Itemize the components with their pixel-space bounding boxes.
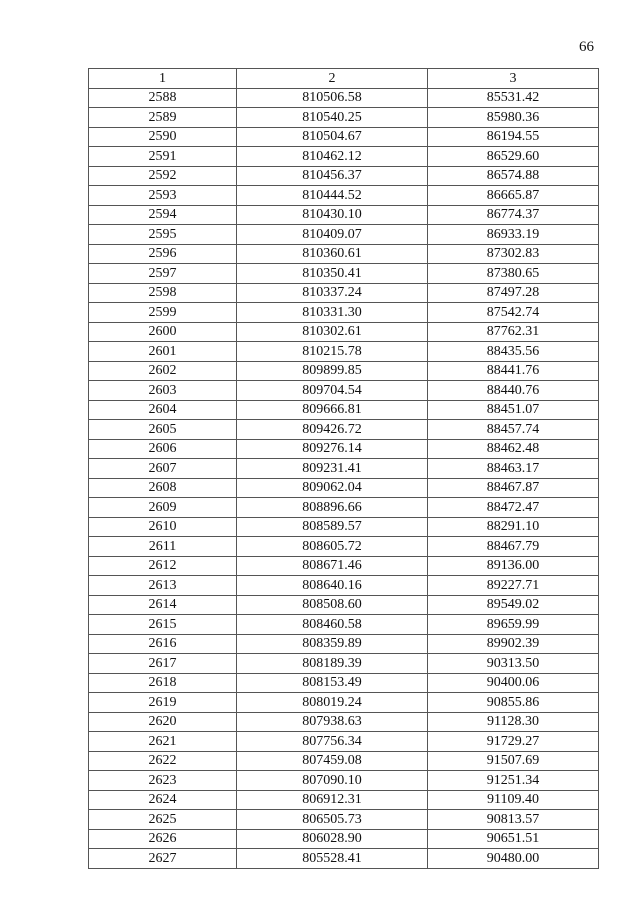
- table-row: [89, 439, 599, 459]
- cell-point-number: 2591: [89, 147, 237, 167]
- table-row: [89, 693, 599, 713]
- table-row: [89, 108, 599, 128]
- cell-point-number: 2599: [89, 303, 237, 323]
- table-row: [89, 771, 599, 791]
- table-row: [89, 205, 599, 225]
- table-row: [89, 303, 599, 323]
- table-row: [89, 673, 599, 693]
- cell-coordinate-x: 808019.24: [237, 693, 428, 713]
- column-header-1: 1: [89, 69, 237, 89]
- table-row: [89, 264, 599, 284]
- cell-coordinate-y: 88463.17: [428, 459, 599, 479]
- cell-coordinate-x: 809426.72: [237, 420, 428, 440]
- cell-coordinate-y: 91729.27: [428, 732, 599, 752]
- cell-coordinate-y: 87302.83: [428, 244, 599, 264]
- column-header-3: 3: [428, 69, 599, 89]
- table-row: [89, 478, 599, 498]
- cell-coordinate-x: 810360.61: [237, 244, 428, 264]
- cell-coordinate-x: 806505.73: [237, 810, 428, 830]
- cell-coordinate-x: 810444.52: [237, 186, 428, 206]
- cell-coordinate-y: 91251.34: [428, 771, 599, 791]
- cell-point-number: 2595: [89, 225, 237, 245]
- cell-point-number: 2620: [89, 712, 237, 732]
- cell-coordinate-x: 807938.63: [237, 712, 428, 732]
- table-row: [89, 810, 599, 830]
- cell-coordinate-x: 807459.08: [237, 751, 428, 771]
- table-row: [89, 576, 599, 596]
- table-header: [89, 69, 599, 89]
- cell-coordinate-x: 809704.54: [237, 381, 428, 401]
- cell-coordinate-x: 810456.37: [237, 166, 428, 186]
- cell-point-number: 2603: [89, 381, 237, 401]
- table-row: [89, 361, 599, 381]
- cell-coordinate-y: 86665.87: [428, 186, 599, 206]
- cell-point-number: 2623: [89, 771, 237, 791]
- cell-coordinate-x: 809666.81: [237, 400, 428, 420]
- table-row: [89, 595, 599, 615]
- table-row: [89, 342, 599, 362]
- cell-point-number: 2592: [89, 166, 237, 186]
- cell-coordinate-x: 808896.66: [237, 498, 428, 518]
- header-row: [89, 69, 599, 89]
- table-row: [89, 283, 599, 303]
- table-row: [89, 537, 599, 557]
- cell-coordinate-x: 809899.85: [237, 361, 428, 381]
- cell-coordinate-y: 88435.56: [428, 342, 599, 362]
- cell-point-number: 2616: [89, 634, 237, 654]
- cell-coordinate-y: 88291.10: [428, 517, 599, 537]
- table-row: [89, 322, 599, 342]
- cell-coordinate-x: 808589.57: [237, 517, 428, 537]
- table-row: [89, 244, 599, 264]
- cell-point-number: 2598: [89, 283, 237, 303]
- cell-coordinate-y: 88451.07: [428, 400, 599, 420]
- cell-point-number: 2613: [89, 576, 237, 596]
- table-row: [89, 751, 599, 771]
- cell-point-number: 2597: [89, 264, 237, 284]
- cell-coordinate-x: 808640.16: [237, 576, 428, 596]
- cell-coordinate-y: 88441.76: [428, 361, 599, 381]
- cell-coordinate-y: 89902.39: [428, 634, 599, 654]
- cell-point-number: 2615: [89, 615, 237, 635]
- cell-point-number: 2604: [89, 400, 237, 420]
- cell-coordinate-y: 91128.30: [428, 712, 599, 732]
- cell-point-number: 2601: [89, 342, 237, 362]
- cell-coordinate-y: 90313.50: [428, 654, 599, 674]
- table-row: [89, 517, 599, 537]
- cell-coordinate-x: 809231.41: [237, 459, 428, 479]
- cell-coordinate-y: 87497.28: [428, 283, 599, 303]
- cell-point-number: 2621: [89, 732, 237, 752]
- cell-point-number: 2625: [89, 810, 237, 830]
- cell-coordinate-y: 88472.47: [428, 498, 599, 518]
- cell-point-number: 2618: [89, 673, 237, 693]
- cell-coordinate-x: 808460.58: [237, 615, 428, 635]
- table-row: [89, 634, 599, 654]
- cell-coordinate-x: 810350.41: [237, 264, 428, 284]
- cell-coordinate-x: 806028.90: [237, 829, 428, 849]
- cell-coordinate-x: 807090.10: [237, 771, 428, 791]
- table-row: [89, 127, 599, 147]
- cell-coordinate-y: 88440.76: [428, 381, 599, 401]
- cell-point-number: 2614: [89, 595, 237, 615]
- cell-point-number: 2624: [89, 790, 237, 810]
- cell-point-number: 2590: [89, 127, 237, 147]
- cell-coordinate-y: 86574.88: [428, 166, 599, 186]
- table-row: [89, 615, 599, 635]
- coordinates-table: [88, 68, 599, 869]
- table-row: [89, 790, 599, 810]
- cell-coordinate-x: 808605.72: [237, 537, 428, 557]
- cell-coordinate-x: 810215.78: [237, 342, 428, 362]
- cell-coordinate-y: 88467.87: [428, 478, 599, 498]
- cell-coordinate-y: 89549.02: [428, 595, 599, 615]
- cell-point-number: 2609: [89, 498, 237, 518]
- cell-point-number: 2611: [89, 537, 237, 557]
- page-number: 66: [579, 39, 594, 55]
- cell-coordinate-x: 810506.58: [237, 88, 428, 108]
- cell-coordinate-x: 807756.34: [237, 732, 428, 752]
- table-row: [89, 732, 599, 752]
- cell-coordinate-y: 85980.36: [428, 108, 599, 128]
- cell-coordinate-y: 89227.71: [428, 576, 599, 596]
- cell-coordinate-y: 89659.99: [428, 615, 599, 635]
- table-row: [89, 829, 599, 849]
- cell-coordinate-y: 87380.65: [428, 264, 599, 284]
- cell-coordinate-x: 808153.49: [237, 673, 428, 693]
- cell-coordinate-y: 90855.86: [428, 693, 599, 713]
- cell-point-number: 2626: [89, 829, 237, 849]
- cell-point-number: 2600: [89, 322, 237, 342]
- cell-coordinate-x: 810462.12: [237, 147, 428, 167]
- cell-coordinate-y: 91507.69: [428, 751, 599, 771]
- table-row: [89, 556, 599, 576]
- cell-point-number: 2612: [89, 556, 237, 576]
- cell-point-number: 2627: [89, 849, 237, 869]
- cell-coordinate-y: 86194.55: [428, 127, 599, 147]
- cell-coordinate-y: 88467.79: [428, 537, 599, 557]
- cell-coordinate-y: 86933.19: [428, 225, 599, 245]
- table-row: [89, 381, 599, 401]
- cell-coordinate-x: 810409.07: [237, 225, 428, 245]
- cell-coordinate-y: 89136.00: [428, 556, 599, 576]
- cell-coordinate-y: 85531.42: [428, 88, 599, 108]
- cell-coordinate-x: 809062.04: [237, 478, 428, 498]
- cell-coordinate-y: 90480.00: [428, 849, 599, 869]
- cell-coordinate-x: 808508.60: [237, 595, 428, 615]
- cell-coordinate-x: 810430.10: [237, 205, 428, 225]
- cell-point-number: 2605: [89, 420, 237, 440]
- column-header-2: 2: [237, 69, 428, 89]
- cell-point-number: 2589: [89, 108, 237, 128]
- cell-coordinate-y: 88457.74: [428, 420, 599, 440]
- cell-coordinate-y: 86529.60: [428, 147, 599, 167]
- cell-coordinate-x: 809276.14: [237, 439, 428, 459]
- table-row: [89, 498, 599, 518]
- cell-point-number: 2610: [89, 517, 237, 537]
- table-row: [89, 712, 599, 732]
- cell-coordinate-y: 87762.31: [428, 322, 599, 342]
- table-row: [89, 420, 599, 440]
- cell-coordinate-x: 808189.39: [237, 654, 428, 674]
- table-row: [89, 166, 599, 186]
- cell-point-number: 2606: [89, 439, 237, 459]
- table-row: [89, 400, 599, 420]
- cell-point-number: 2596: [89, 244, 237, 264]
- cell-point-number: 2607: [89, 459, 237, 479]
- cell-point-number: 2593: [89, 186, 237, 206]
- cell-point-number: 2602: [89, 361, 237, 381]
- table-row: [89, 654, 599, 674]
- cell-coordinate-x: 805528.41: [237, 849, 428, 869]
- cell-coordinate-y: 86774.37: [428, 205, 599, 225]
- table-body: [89, 88, 599, 868]
- cell-coordinate-y: 87542.74: [428, 303, 599, 323]
- table-row: [89, 849, 599, 869]
- cell-coordinate-x: 810302.61: [237, 322, 428, 342]
- cell-point-number: 2617: [89, 654, 237, 674]
- cell-coordinate-y: 90813.57: [428, 810, 599, 830]
- cell-coordinate-x: 810504.67: [237, 127, 428, 147]
- table-row: [89, 88, 599, 108]
- cell-point-number: 2594: [89, 205, 237, 225]
- cell-point-number: 2622: [89, 751, 237, 771]
- cell-coordinate-x: 808359.89: [237, 634, 428, 654]
- cell-point-number: 2608: [89, 478, 237, 498]
- table-row: [89, 147, 599, 167]
- cell-coordinate-x: 810337.24: [237, 283, 428, 303]
- cell-coordinate-y: 90400.06: [428, 673, 599, 693]
- table-row: [89, 186, 599, 206]
- cell-coordinate-x: 810331.30: [237, 303, 428, 323]
- table-row: [89, 459, 599, 479]
- cell-coordinate-x: 810540.25: [237, 108, 428, 128]
- cell-coordinate-y: 88462.48: [428, 439, 599, 459]
- table-row: [89, 225, 599, 245]
- cell-coordinate-y: 90651.51: [428, 829, 599, 849]
- cell-coordinate-y: 91109.40: [428, 790, 599, 810]
- cell-coordinate-x: 808671.46: [237, 556, 428, 576]
- cell-coordinate-x: 806912.31: [237, 790, 428, 810]
- cell-point-number: 2588: [89, 88, 237, 108]
- cell-point-number: 2619: [89, 693, 237, 713]
